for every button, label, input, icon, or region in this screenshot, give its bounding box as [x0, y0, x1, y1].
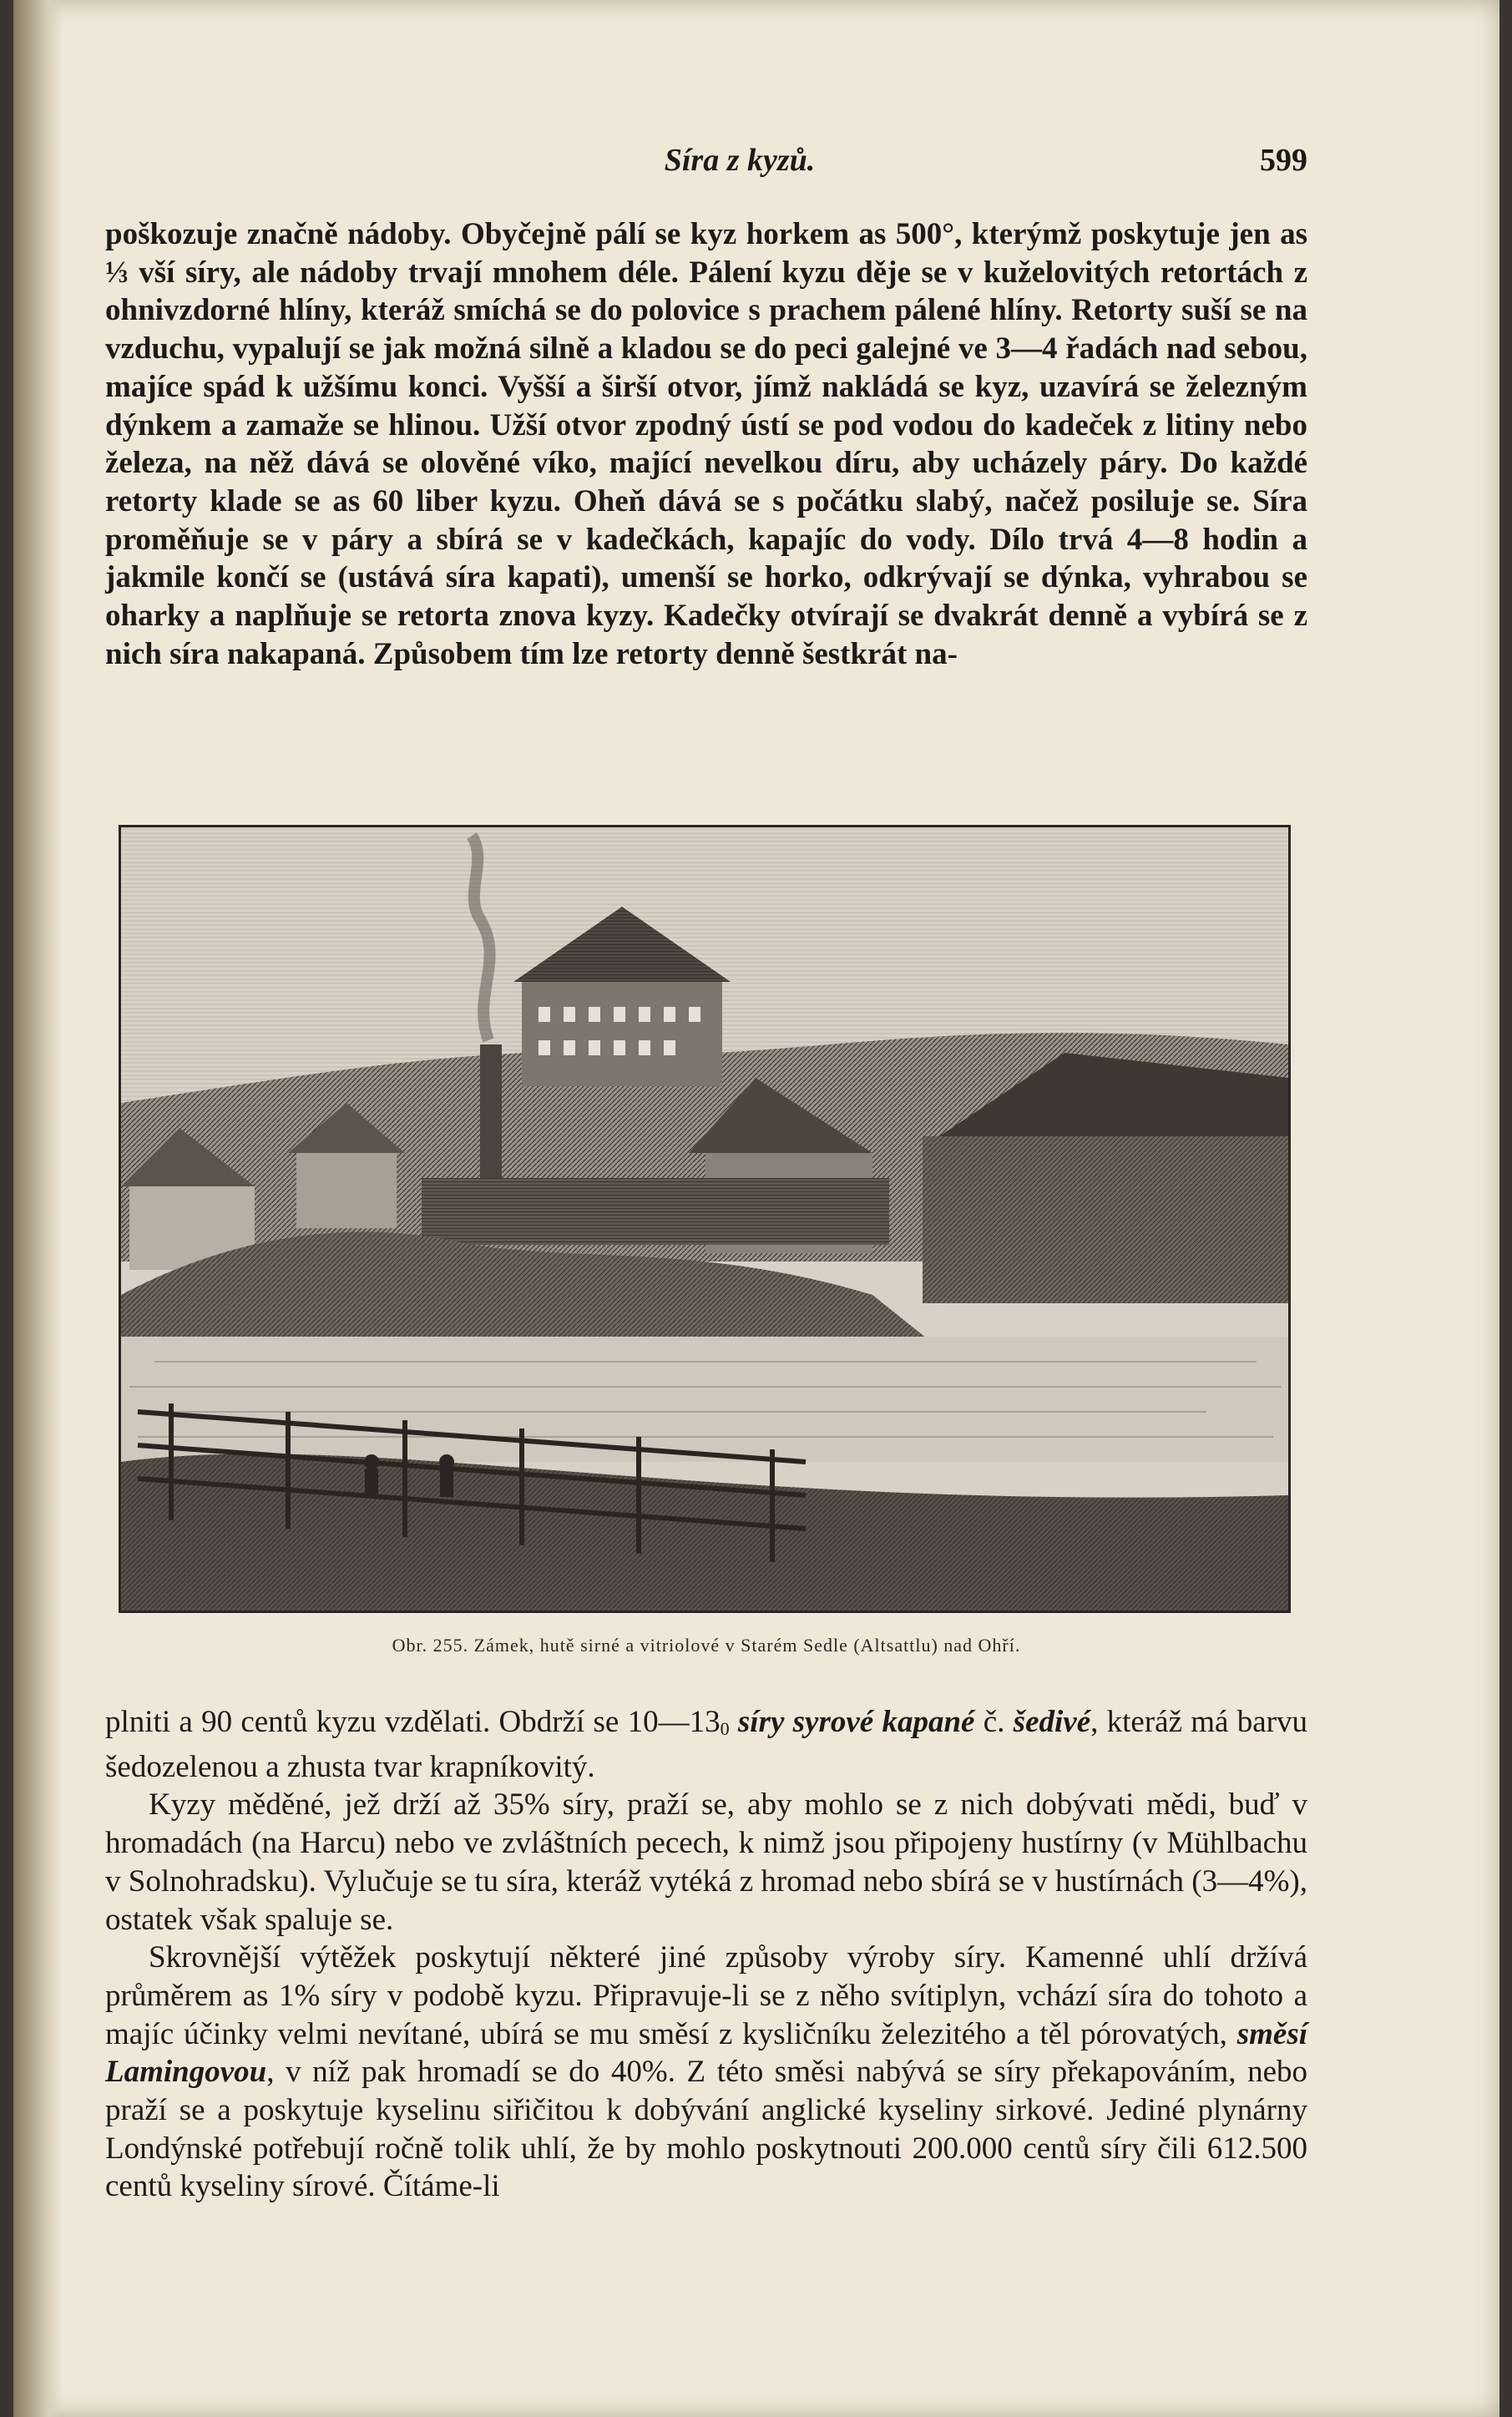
page-header [105, 142, 1307, 184]
running-title: Síra z kyzů. [664, 143, 816, 178]
paragraph-3: Skrovnější výtěžek poskytují některé jiné způsoby výroby síry. Kamenné uhlí držívá průměrem as 1% síry v podobě kyzu. Připravuje-li se z něho svítiplyn, vchází síra do tohoto a majíc účinky velmi nevítané, ubírá se mu směsí z kysličníku železitého a těl pórovatých, směsí Lamingovou, v níž pak hromadí se do 40%. Z této směsi nabývá se síry překapováním, nebo praží se a poskytuje kyselinu siřičitou k dobývání anglické kyseliny sirkové. Jediné plynárny Londýnské potřebují ročně tolik uhlí, že by mohlo poskytnouti 200.000 centů síry čili 612.500 centů kyseliny sírové. Čítáme-li [105, 1940, 1307, 2204]
body-paragraph: poškozuje značně nádoby. Obyčejně pálí se kyz horkem as 500°, kterýmž poskytuje jen as ⅓ vší síry, ale nádoby trvají mnohem déle. Pálení kyzu děje se v kuželovitých retortách z ohnivzdorné hlíny, kteráž smíchá se do polovice s prachem pálené hlíny. Retorty suší se na vzduchu, vypalují se jak možná silně a kladou se do peci galejné ve 3—4 řadách nad sebou, majíce spád k užšímu konci. Vyšší a širší otvor, jímž nakládá se kyz, uzavírá se železným dýnkem a zamaže se hlinou. Užší otvor zpodný ústí se pod vodou do kadeček z litiny nebo železa, na něž dává se olověné víko, mající nevelkou díru, aby ucházely páry. Do každé retorty klade se as 60 liber kyzu. Oheň dává se s počátku slabý, načež posiluje se. Síra proměňuje se v páry a sbírá se v kadečkách, kapajíc do vody. Dílo trvá 4—8 hodin a jakmile končí se (ustává síra kapati), umenší se horko, odkrývají se dýnka, vyhrabou se oharky a naplňuje se retorta znova kyzy. Kadečky otvírají se dvakrát denně a vybírá se z nich síra nakapaná. Způsobem tím lze retorty denně šestkrát na- [105, 217, 1307, 671]
engraving-illustration [121, 827, 1288, 1610]
italic-term: síry syrové kapané [737, 1705, 975, 1739]
paragraph-2: Kyzy měděné, jež drží až 35% síry, praží se, aby mohlo se z nich dobývati mědi, buď v hromadách (na Harcu) nebo ve zvláštních pecech, k nimž jsou připojeny hustírny (v Mühlbachu v Solnohradsku). Vylučuje se tu síra, kteráž vytéká z hromad nebo sbírá se v hustírnách (3—4%), ostatek však spaluje se. [105, 1787, 1307, 1937]
italic-term: směsí Lamingovou [105, 2016, 1307, 2090]
book-page [13, 0, 1499, 2417]
figure-caption: Obr. 255. Zámek, hutě sirné a vitriolové v Starém Sedle (Altsattlu) nad Ohří. [392, 1635, 1021, 1656]
page-gutter [13, 0, 63, 2417]
paragraph-1: plniti a 90 centů kyzu vzdělati. Obdrží se $10—13_0$ síry syrové kapané č. šedivé, kteráž má barvu šedozelenou a zhusta tvar krapníkovitý. [105, 1705, 1307, 1784]
bottom-text-block [105, 1703, 1307, 2206]
page-number: 599 [1260, 143, 1307, 178]
engraving-figure [119, 825, 1291, 1613]
top-text-block [105, 215, 1307, 673]
italic-term: šedivé [1013, 1705, 1091, 1739]
